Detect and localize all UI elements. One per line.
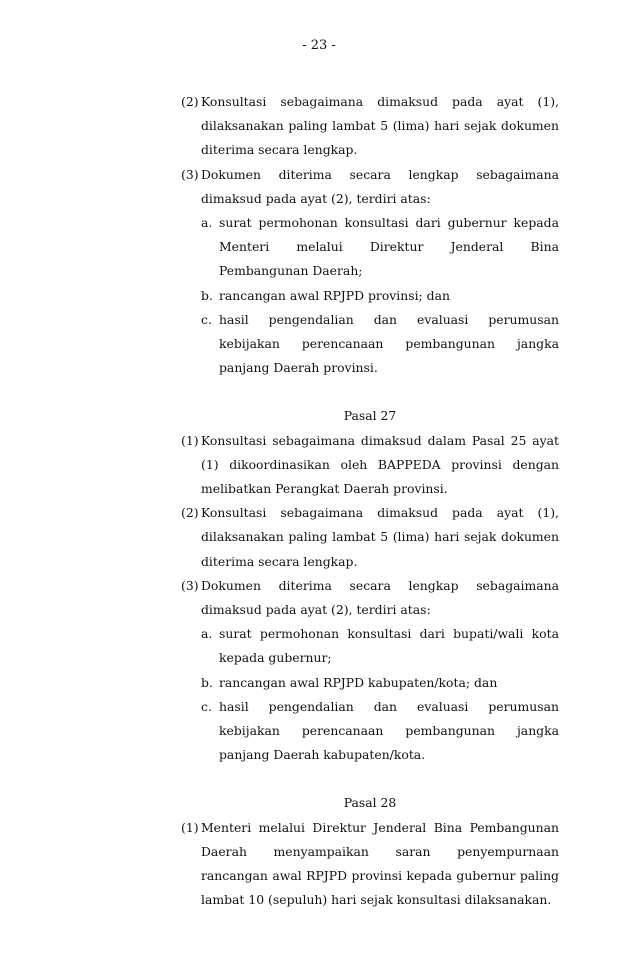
sub-item xyxy=(181,284,559,308)
item-text: Dokumen diterima secara lengkap sebagaimana dimaksud pada ayat (2), terdiri atas: xyxy=(201,166,559,206)
document-body xyxy=(181,90,559,913)
sub-item-text: surat permohonan konsultasi dari gubernur kepada Menteri melalui Direktur Jenderal Bina Pembangunan Daerah; xyxy=(219,215,559,279)
sub-item-letter: a. xyxy=(201,626,213,642)
paragraph-item xyxy=(181,816,559,913)
item-number: (2) xyxy=(181,505,199,521)
sub-item-text: surat permohonan konsultasi dari bupati/wali kota kepada gubernur; xyxy=(219,626,559,666)
sub-item-letter: c. xyxy=(201,311,212,327)
item-text: Dokumen diterima secara lengkap sebagaimana dimaksud pada ayat (2), terdiri atas: xyxy=(201,577,559,618)
section-continuation xyxy=(181,90,559,380)
sub-item-text: hasil pengendalian dan evaluasi perumusan kebijakan perencanaan pembangunan jangka panjang Daerah kabupaten/kota. xyxy=(219,698,559,763)
sub-item-text: rancangan awal RPJPD kabupaten/kota; dan xyxy=(219,674,498,690)
item-number: (1) xyxy=(181,819,199,835)
section-title: Pasal 27 xyxy=(343,408,397,424)
item-number: (3) xyxy=(181,577,199,593)
sub-item-text: rancangan awal RPJPD provinsi; dan xyxy=(219,287,450,303)
sub-item-letter: a. xyxy=(201,215,213,231)
paragraph-item xyxy=(181,90,559,163)
sub-item xyxy=(181,211,559,284)
sub-item xyxy=(181,622,559,670)
sub-item-text: hasil pengendalian dan evaluasi perumusan kebijakan perencanaan pembangunan jangka panjang Daerah provinsi. xyxy=(219,311,559,376)
paragraph-item xyxy=(181,429,559,502)
item-text: Menteri melalui Direktur Jenderal Bina Pembangunan Daerah menyampaikan saran penyempurnaan rancangan awal RPJPD provinsi kepada gubernur paling lambat 10 (sepuluh) hari sejak konsultasi dilaksanakan. xyxy=(201,819,559,908)
sub-item-letter: b. xyxy=(201,287,213,303)
section-pasal-28 xyxy=(181,791,559,912)
sub-item-letter: b. xyxy=(201,674,213,690)
paragraph-item xyxy=(181,163,559,211)
item-text: Konsultasi sebagaimana dimaksud dalam Pasal 25 ayat (1) dikoordinasikan oleh BAPPEDA provinsi dengan melibatkan Perangkat Daerah provinsi. xyxy=(201,432,559,497)
item-text: Konsultasi sebagaimana dimaksud pada ayat (1), dilaksanakan paling lambat 5 (lima) hari sejak dokumen diterima secara lengkap. xyxy=(201,94,559,158)
item-number: (2) xyxy=(181,94,199,109)
sub-item-letter: c. xyxy=(201,698,212,714)
section-pasal-27 xyxy=(181,404,559,767)
item-text: Konsultasi sebagaimana dimaksud pada ayat (1), dilaksanakan paling lambat 5 (lima) hari sejak dokumen diterima secara lengkap. xyxy=(201,505,559,569)
sub-item xyxy=(181,308,559,381)
sub-item xyxy=(181,671,559,695)
section-title: Pasal 28 xyxy=(343,795,397,811)
page-number: - 23 - xyxy=(302,38,336,53)
sub-item xyxy=(181,695,559,768)
paragraph-item xyxy=(181,574,559,622)
item-number: (3) xyxy=(181,166,199,182)
paragraph-item xyxy=(181,501,559,574)
item-number: (1) xyxy=(181,432,199,448)
